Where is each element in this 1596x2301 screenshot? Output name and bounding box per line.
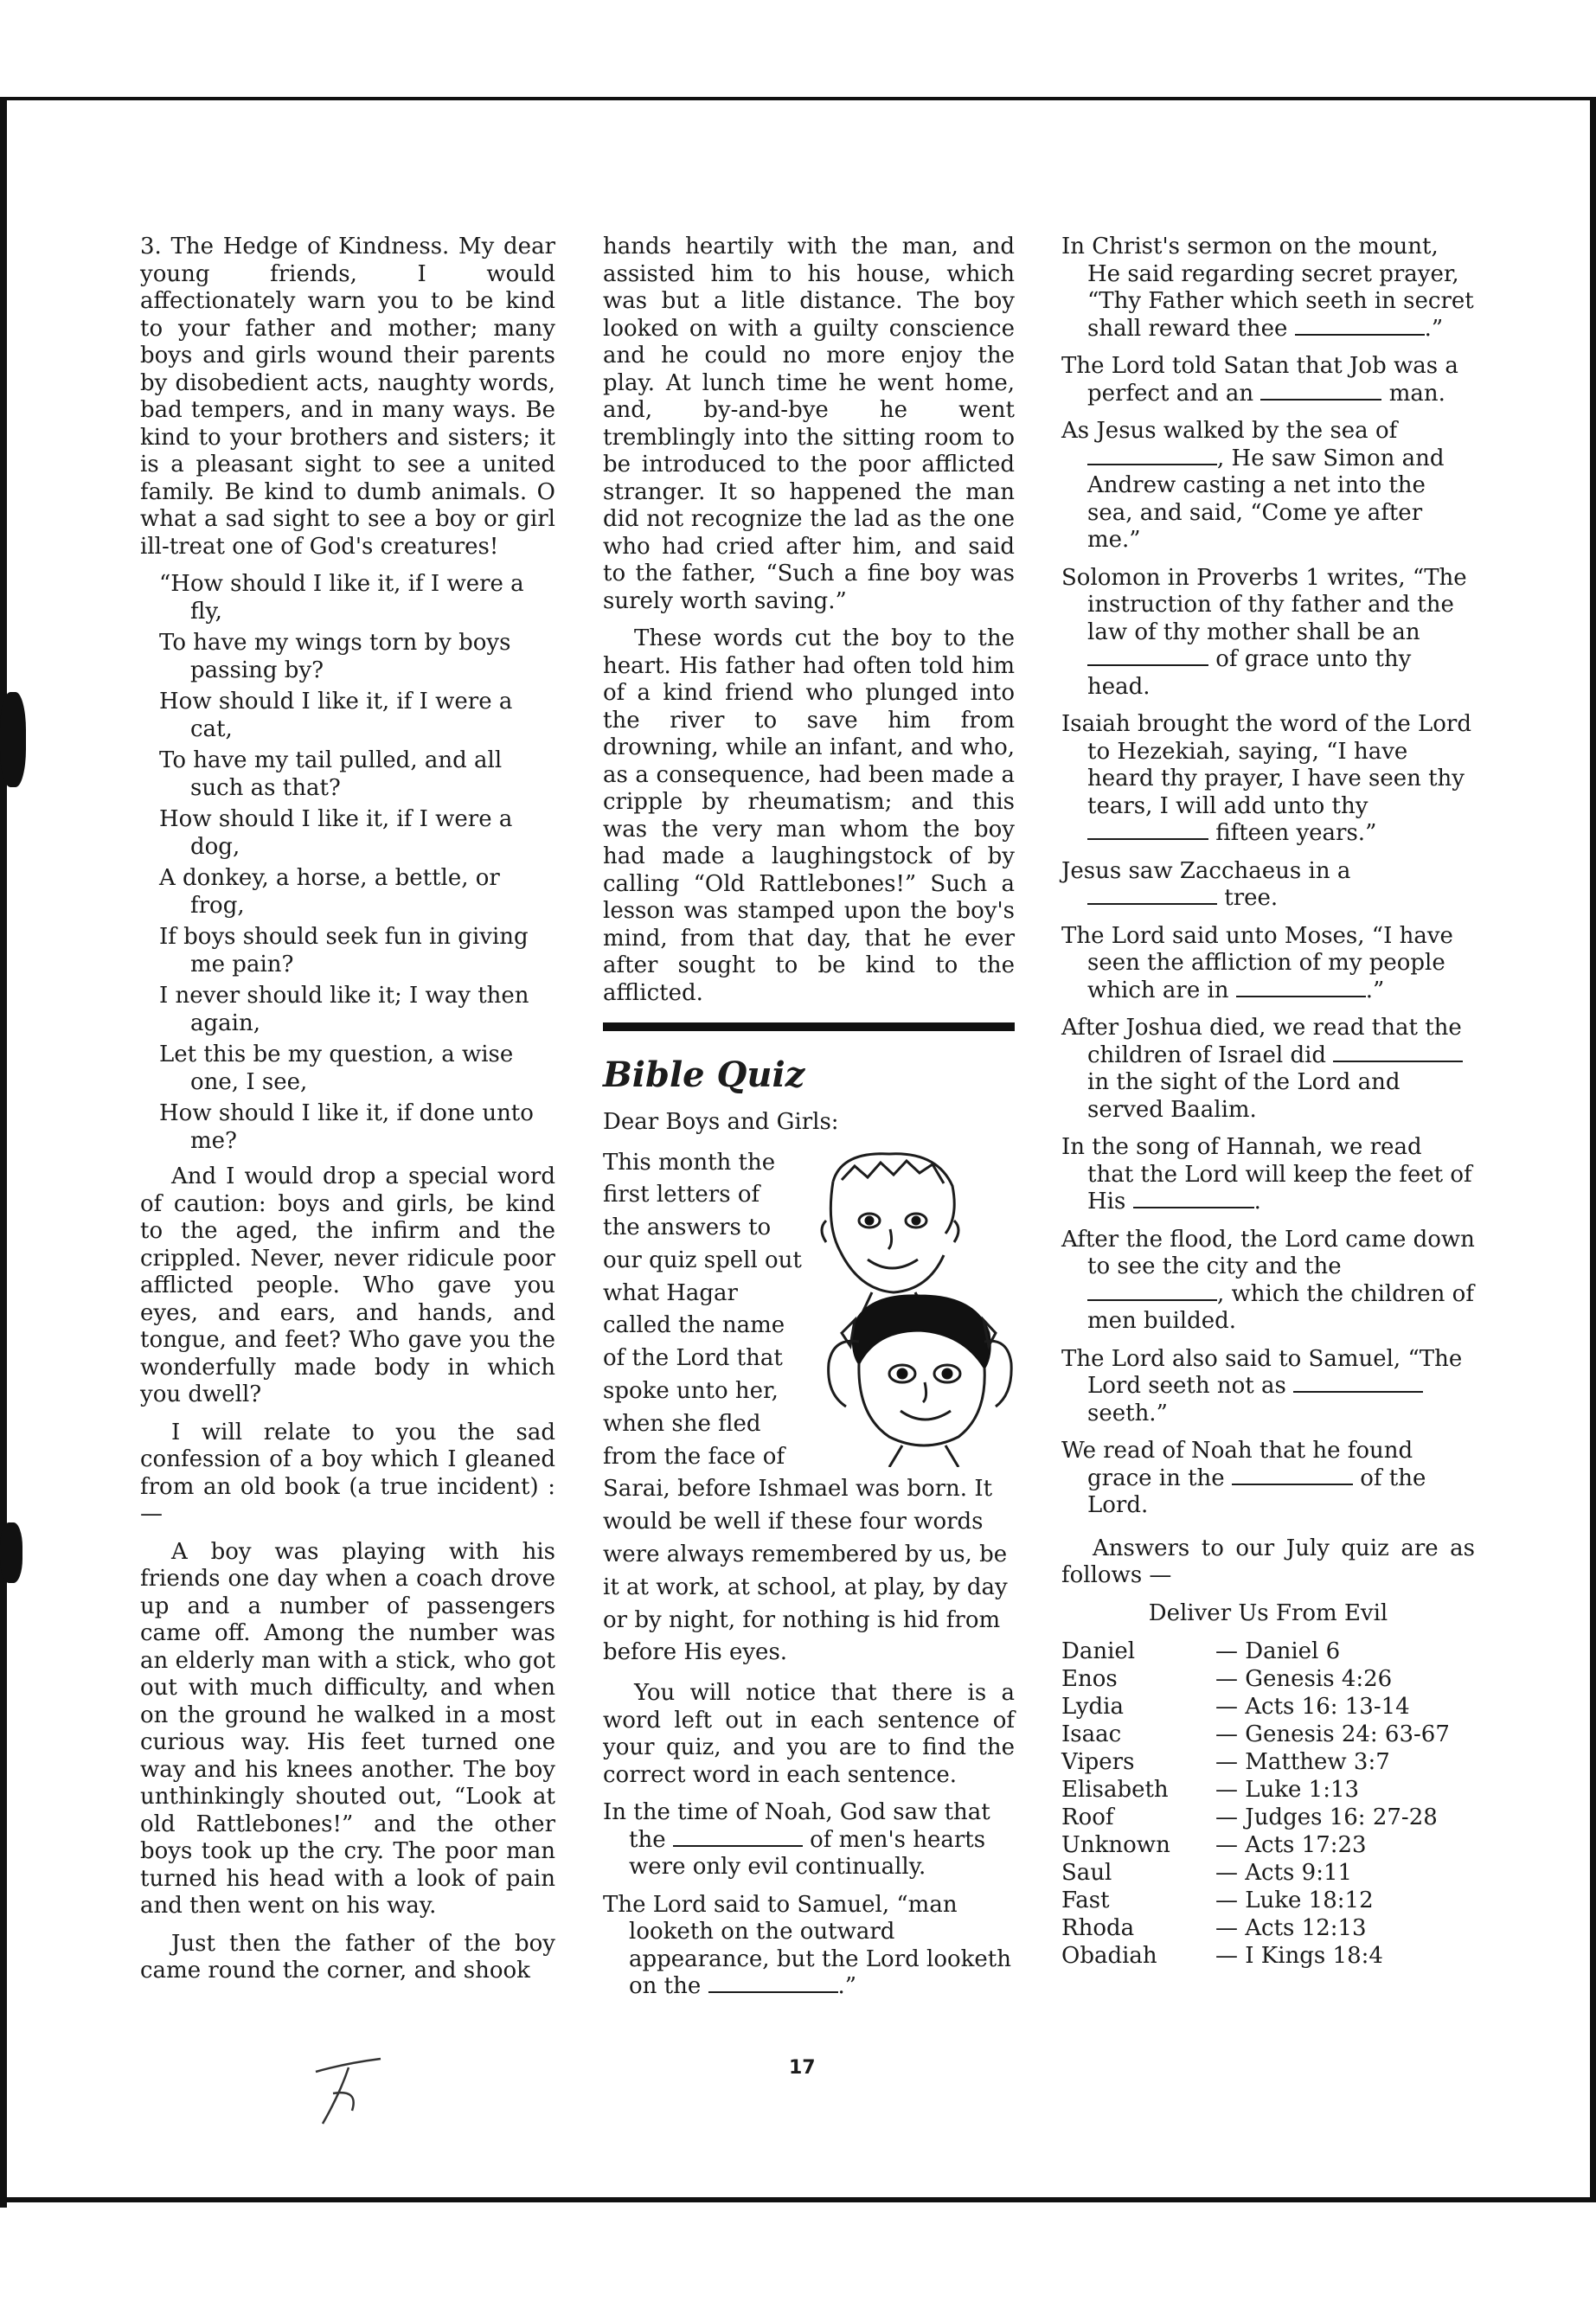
answer-word: Fast — [1061, 1888, 1110, 1913]
quiz-intro: This month the first letters of the answers to our quiz spell out what Hagar called the name of the Lord that spoke unto her, when she fled from the face of Sarai, before Ishmael was born. It would be well if these four words were always remembered by us, be it at work, at school, at play, by day or by night, for nothing is hid from before His eyes. — [603, 1149, 1008, 1666]
answer-reference: — Genesis 24: 63-67 — [1215, 1721, 1450, 1747]
answer-word: Lydia — [1061, 1694, 1124, 1720]
answer-row — [1061, 1665, 1475, 1693]
answer-reference: — Genesis 4:26 — [1215, 1666, 1393, 1692]
paragraph-hedge-of-kindness: 3. The Hedge of Kindness. My dear young friends, I would affectionately warn you to be kind to your father and mother; many boys and girls wound their parents by disobedient acts, naughty words, bad tempers, and in many ways. Be kind to your brothers and sisters; it is a pleasant sight to see a united family. Be kind to dumb animals. O what a sad sight to see a boy or girl ill-treat one of God's creatures! — [140, 234, 555, 560]
paragraph-lesson: These words cut the boy to the heart. His father had often told him of a kind friend who plunged into the river to save him from drowning, while an infant, and who, as a consequence, had been made a cripple by rheumatism; and this was the very man whom the boy had made a laughingstock of by calling “Old Rattlebones!” Such a lesson was stamped upon the boy's mind, from that day, that he ever after sought to be kind to the afflicted. — [603, 625, 1015, 1006]
quiz-question-text: In the time of Noah, God saw that the — [603, 1799, 990, 1853]
quiz-question-text: .” — [1365, 977, 1385, 1003]
answer-blank — [673, 1828, 803, 1847]
answer-word: Roof — [1061, 1804, 1114, 1830]
quiz-question-text: fifteen years.” — [1215, 820, 1377, 846]
answer-word: Obadiah — [1061, 1943, 1157, 1969]
quiz-intro-block — [603, 1147, 1015, 1670]
answer-reference: — Acts 17:23 — [1215, 1832, 1367, 1858]
quiz-question-text: After the flood, the Lord came down to see the city and the — [1061, 1226, 1475, 1279]
answer-row — [1061, 1804, 1475, 1831]
quiz-question-text: man. — [1388, 380, 1445, 407]
poem-line: If boys should seek fun in giving me pain? — [159, 924, 529, 977]
quiz-salutation: Dear Boys and Girls: — [603, 1109, 839, 1135]
answer-reference: — Judges 16: 27-28 — [1215, 1804, 1438, 1830]
column-right — [1061, 234, 1475, 1970]
quiz-question-text: Jesus saw Zacchaeus in a — [1061, 857, 1351, 884]
answer-word: Isaac — [1061, 1721, 1122, 1747]
answer-blank — [1333, 1043, 1463, 1062]
quiz-question-text: , He saw Simon and Andrew casting a net into the sea, and said, “Come ye after me.” — [1087, 445, 1445, 553]
quiz-question — [1061, 711, 1475, 848]
quiz-question-text: . — [1253, 1189, 1261, 1215]
quiz-question — [1061, 353, 1475, 407]
poem-line: A donkey, a horse, a bettle, or frog, — [159, 865, 500, 919]
quiz-question — [1061, 1015, 1475, 1124]
answer-reference: — Matthew 3:7 — [1215, 1749, 1390, 1775]
paragraph-quiz-instructions: You will notice that there is a word left out in each sentence of your quiz, and you are to find the correct word in each sentence. — [603, 1680, 1015, 1788]
quiz-question-text: Isaiah brought the word of the Lord to Hezekiah, saying, “I have heard thy prayer, I have seen thy tears, I will add unto thy — [1061, 711, 1471, 819]
answer-row — [1061, 1859, 1475, 1887]
quiz-question — [1061, 1346, 1475, 1428]
answer-blank — [1260, 381, 1381, 401]
answer-row — [1061, 1748, 1475, 1776]
poem-line: To have my tail pulled, and all such as that? — [159, 747, 503, 801]
answer-row — [1061, 1721, 1475, 1748]
answer-reference: — Daniel 6 — [1215, 1638, 1341, 1664]
answers-list — [1061, 1638, 1475, 1970]
quiz-question-text: of the Lord. — [1087, 1465, 1426, 1518]
children-illustration — [807, 1147, 1015, 1467]
quiz-question — [1061, 418, 1475, 554]
answer-row — [1061, 1887, 1475, 1914]
answer-row — [1061, 1776, 1475, 1804]
quiz-question-text: We read of Noah that he found grace in the — [1061, 1438, 1413, 1491]
quiz-question-text: of men's hearts were only evil continually. — [629, 1826, 986, 1881]
column-middle — [603, 234, 1015, 2011]
poem-line: I never should like it; I way then again, — [159, 983, 529, 1036]
quiz-question-text: , which the children of men builded. — [1087, 1280, 1474, 1334]
answers-intro: Answers to our July quiz are as follows — — [1061, 1535, 1475, 1588]
scan-blotch — [0, 1522, 22, 1583]
poem-line: Let this be my question, a wise one, I see, — [159, 1042, 514, 1095]
quiz-question-text: The Lord told Satan that Job was a perfect and an — [1061, 353, 1458, 407]
answer-row — [1061, 1638, 1475, 1665]
quiz-question — [1061, 565, 1475, 702]
quiz-question-text: .” — [1424, 315, 1444, 342]
quiz-question — [1061, 858, 1475, 913]
quiz-question-text: The Lord said unto Moses, “I have seen the affliction of my people which are in — [1061, 922, 1453, 1003]
quiz-question-text: The Lord said to Samuel, “man looketh on the outward appearance, but the Lord looketh on the — [603, 1891, 1011, 2000]
page-number: 17 — [789, 2057, 816, 2079]
poem-line: To have my wings torn by boys passing by? — [159, 630, 511, 683]
paragraph-confession-intro: I will relate to you the sad confession of a boy which I gleaned from an old book (a true incident) :— — [140, 1419, 555, 1527]
poem-line: How should I like it, if I were a cat, — [159, 689, 513, 742]
quiz-question — [1061, 234, 1475, 343]
answer-blank — [1293, 1374, 1423, 1393]
quiz-question — [603, 1892, 1015, 2001]
poem-line: How should I like it, if done unto me? — [159, 1100, 534, 1154]
column-left — [140, 234, 555, 1996]
answer-row — [1061, 1914, 1475, 1942]
answer-blank — [708, 1974, 838, 1993]
quiz-question-text: in the sight of the Lord and served Baalim. — [1087, 1069, 1401, 1123]
answer-reference: — Luke 1:13 — [1215, 1777, 1360, 1803]
quiz-question-text: After Joshua died, we read that the children of Israel did — [1061, 1015, 1462, 1068]
quiz-question — [603, 1799, 1015, 1881]
quiz-question-text: tree. — [1224, 885, 1279, 911]
answer-reference: — I Kings 18:4 — [1215, 1943, 1383, 1969]
scan-top-border — [0, 97, 1596, 100]
quiz-question — [1061, 1438, 1475, 1520]
quiz-question-text: In Christ's sermon on the mount, He said regarding secret prayer, “Thy Father which seeth in secret shall reward thee — [1061, 234, 1474, 342]
quiz-question-text: In the song of Hannah, we read that the Lord will keep the feet of His — [1061, 1134, 1472, 1215]
handwritten-mark — [298, 2041, 394, 2137]
quiz-question — [1061, 1227, 1475, 1336]
answer-row — [1061, 1693, 1475, 1721]
answer-word: Saul — [1061, 1860, 1112, 1886]
answer-word: Enos — [1061, 1666, 1118, 1692]
quiz-question — [1061, 1134, 1475, 1216]
quiz-title: Bible Quiz — [603, 1054, 805, 1095]
answer-blank — [1087, 886, 1217, 905]
poem — [140, 571, 555, 1155]
answer-word: Daniel — [1061, 1638, 1136, 1664]
answer-blank — [1087, 446, 1217, 465]
answer-row — [1061, 1942, 1475, 1970]
answer-blank — [1236, 978, 1366, 997]
scan-bottom-border — [0, 2197, 1596, 2202]
scan-blotch — [0, 692, 26, 787]
answer-reference: — Acts 12:13 — [1215, 1915, 1367, 1941]
poem-line: “How should I like it, if I were a fly, — [159, 571, 524, 625]
answer-blank — [1133, 1189, 1254, 1208]
answer-blank — [1087, 1282, 1217, 1301]
answer-word: Elisabeth — [1061, 1777, 1169, 1803]
quiz-question-text: .” — [837, 1973, 857, 2000]
section-divider — [603, 1022, 1015, 1031]
answer-blank — [1087, 647, 1208, 666]
answer-reference: — Luke 18:12 — [1215, 1888, 1374, 1913]
answer-word: Unknown — [1061, 1832, 1170, 1858]
answer-reference: — Acts 16: 13-14 — [1215, 1694, 1410, 1720]
quiz-question-text: As Jesus walked by the sea of — [1061, 418, 1398, 444]
paragraph-father: Just then the father of the boy came round the corner, and shook — [140, 1930, 555, 1984]
quiz-question-text: The Lord also said to Samuel, “The Lord seeth not as — [1061, 1345, 1463, 1399]
quiz-question-text: of grace unto thy head. — [1087, 646, 1412, 700]
answer-word: Rhoda — [1061, 1915, 1135, 1941]
quiz-question-text: Solomon in Proverbs 1 writes, “The instruction of thy father and the law of thy mother shall be an — [1061, 564, 1467, 645]
answer-blank — [1295, 317, 1425, 336]
paragraph-caution: And I would drop a special word of caution: boys and girls, be kind to the aged, the infirm and the crippled. Never, never ridicule poor afflicted people. Who gave you eyes, and ears, and hands, and tongue, and feet? Who gave you the wonderfully made body in which you dwell? — [140, 1163, 555, 1407]
answer-row — [1061, 1831, 1475, 1859]
scan-left-border — [0, 97, 7, 2208]
quiz-question-text: seeth.” — [1087, 1400, 1168, 1426]
paragraph-story: A boy was playing with his friends one day when a coach drove up and a number of passengers came off. Among the number was an elderly man with a stick, who got out with much difficulty, and when on the ground he walked in a most curious way. His feet turned one way and his knees another. The boy unthinkingly shouted out, “Look at old Rattlebones!” and the other boys took up the cry. The poor man turned his head with a look of pain and then went on his way. — [140, 1538, 555, 1919]
answer-blank — [1232, 1466, 1353, 1485]
quiz-question — [1061, 923, 1475, 1005]
answer-reference: — Acts 9:11 — [1215, 1860, 1353, 1886]
poem-line: How should I like it, if I were a dog, — [159, 806, 513, 860]
answers-heading: Deliver Us From Evil — [1148, 1599, 1388, 1626]
scan-right-border — [1590, 97, 1596, 2201]
answer-blank — [1087, 821, 1208, 840]
answer-word: Vipers — [1061, 1749, 1135, 1775]
paragraph-story-continued: hands heartily with the man, and assisted him to his house, which was but a litle distance. The boy looked on with a guilty conscience and he could no more enjoy the play. At lunch time he went home, and, by-and-bye he went tremblingly into the sitting room to be introduced to the poor afflicted stranger. It so happened the man did not recognize the lad as the one who had cried after him, and said to the father, “Such a fine boy was surely worth saving.” — [603, 234, 1015, 614]
